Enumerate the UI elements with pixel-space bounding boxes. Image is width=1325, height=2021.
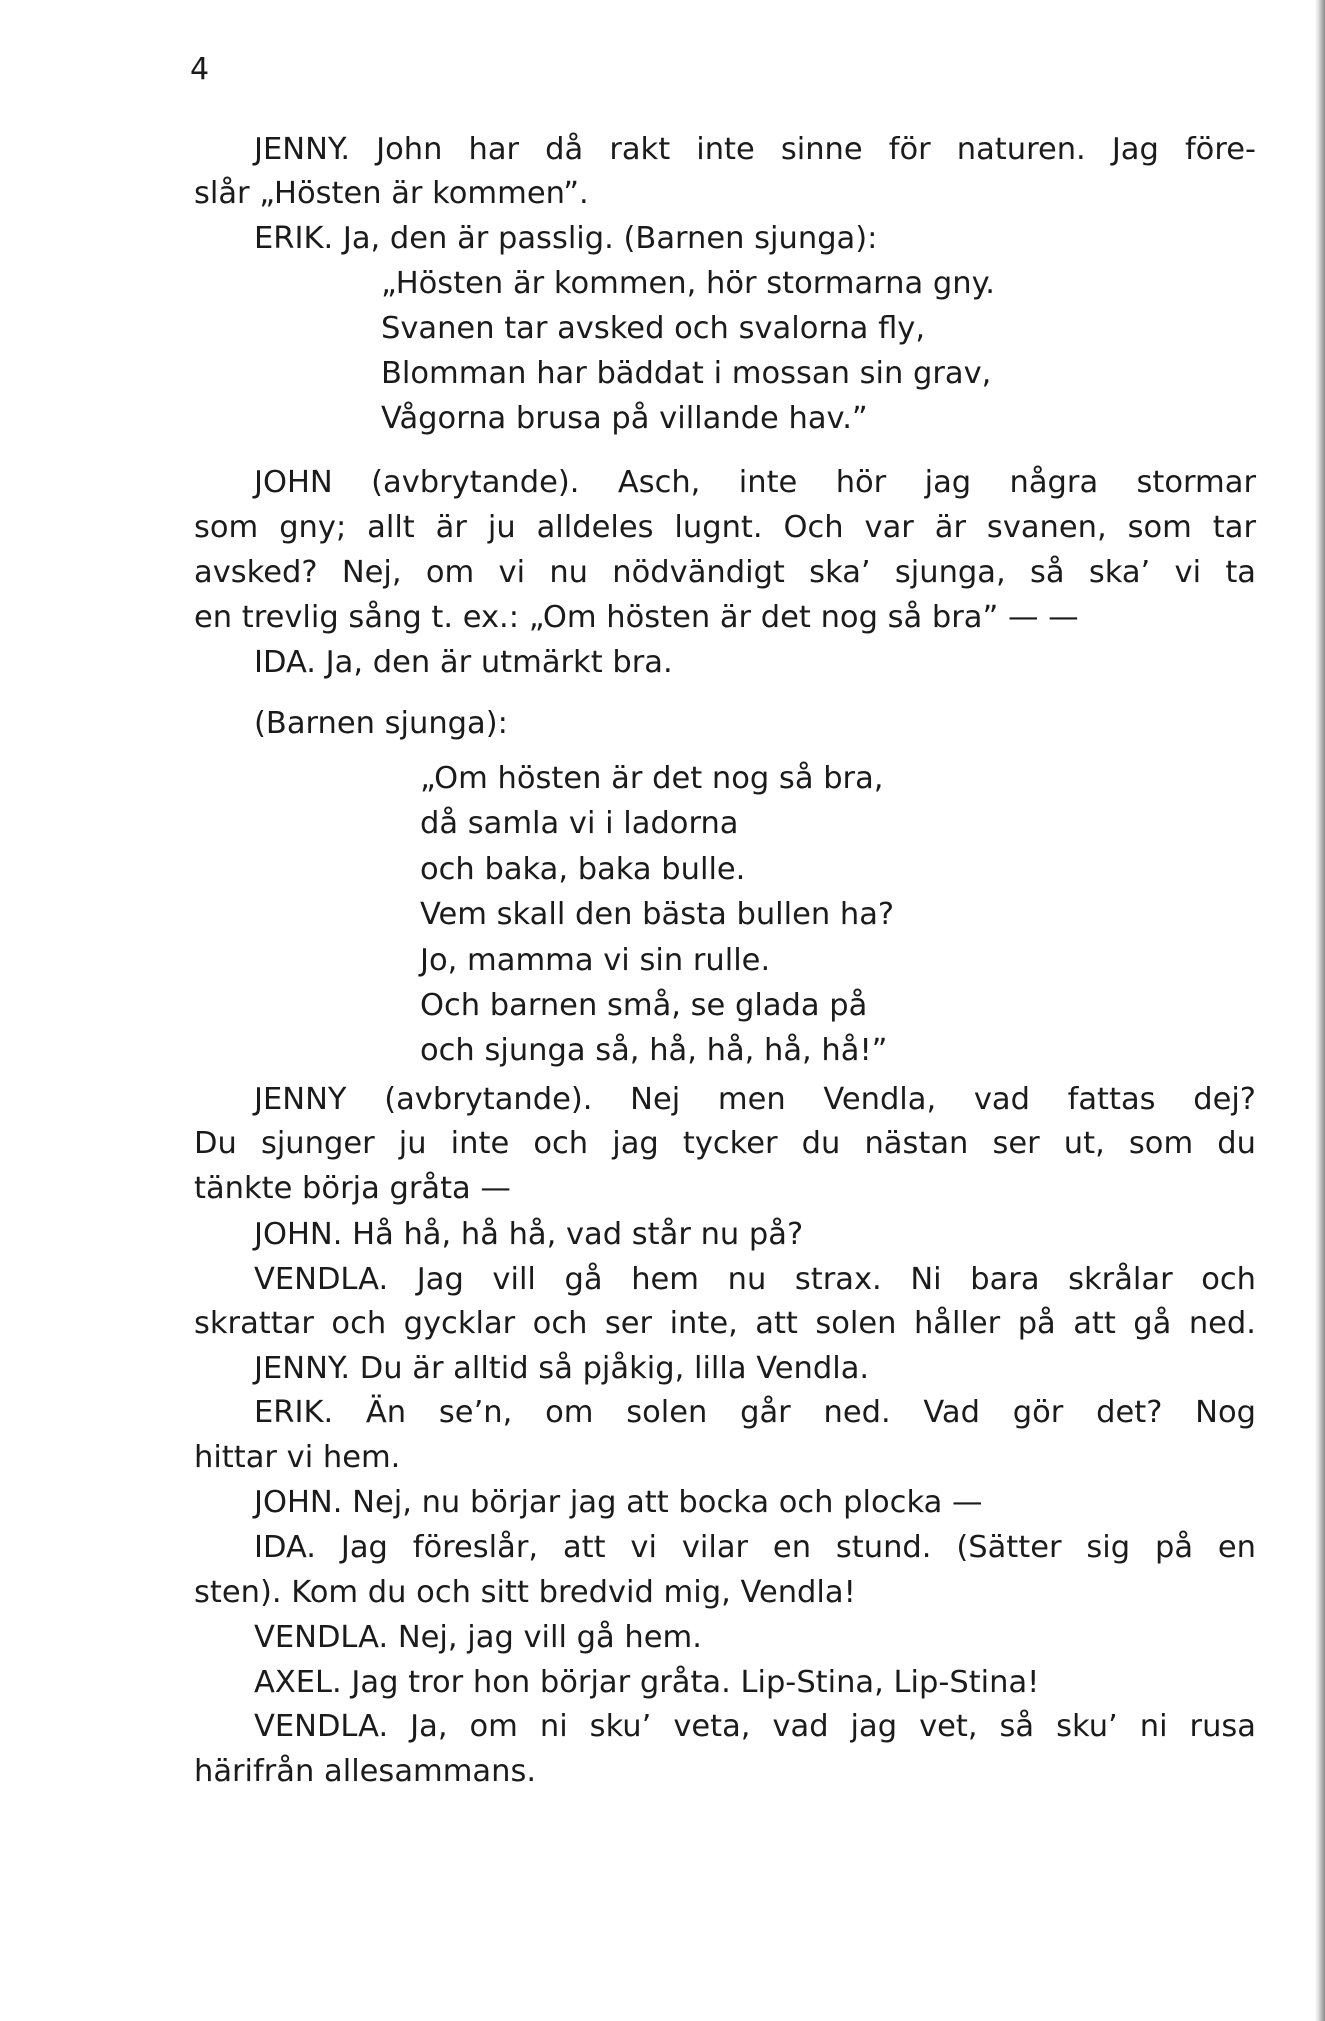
text-line: JENNY (avbrytande). Nej men Vendla, vad fattas dej? <box>254 1082 1256 1117</box>
verse-line: Vem skall den bästa bullen ha? <box>420 897 895 932</box>
text-line: IDA. Ja, den är utmärkt bra. <box>254 645 673 680</box>
stage-direction: (Barnen sjunga): <box>254 706 508 741</box>
verse-line: och sjunga så, hå, hå, hå, hå!” <box>420 1033 888 1068</box>
text-line: skrattar och gycklar och ser inte, att solen håller på att gå ned. <box>194 1306 1256 1341</box>
verse-line: Svanen tar avsked och svalorna fly, <box>381 311 926 346</box>
verse-line: då samla vi i ladorna <box>420 806 739 841</box>
text-line: Du sjunger ju inte och jag tycker du nästan ser ut, som du <box>194 1126 1256 1161</box>
verse-line: „Hösten är kommen, hör stormarna gny. <box>381 266 995 301</box>
verse-line: Vågorna brusa på villande hav.” <box>381 401 868 436</box>
text-line: VENDLA. Ja, om ni sku’ veta, vad jag vet, så sku’ ni rusa <box>254 1709 1256 1744</box>
text-line: avsked? Nej, om vi nu nödvändigt ska’ sjunga, så ska’ vi ta <box>194 555 1256 590</box>
text-line: sten). Kom du och sitt bredvid mig, Vendla! <box>194 1575 856 1610</box>
text-line: VENDLA. Nej, jag vill gå hem. <box>254 1620 702 1655</box>
verse-line: Jo, mamma vi sin rulle. <box>420 943 771 978</box>
text-line: hittar vi hem. <box>194 1440 401 1475</box>
text-line: VENDLA. Jag vill gå hem nu strax. Ni bara skrålar och <box>254 1262 1256 1297</box>
text-line: JOHN (avbrytande). Asch, inte hör jag några stormar <box>254 465 1256 500</box>
text-line: IDA. Jag föreslår, att vi vilar en stund. (Sätter sig på en <box>254 1530 1256 1565</box>
text-line: ERIK. Ja, den är passlig. (Barnen sjunga): <box>254 221 878 256</box>
verse-line: Och barnen små, se glada på <box>420 988 868 1023</box>
text-line: härifrån allesammans. <box>194 1754 537 1789</box>
verse-line: Blomman har bäddat i mossan sin grav, <box>381 356 992 391</box>
text-line: JENNY. Du är alltid så pjåkig, lilla Vendla. <box>254 1351 870 1386</box>
text-line: tänkte börja gråta — <box>194 1171 511 1206</box>
verse-line: „Om hösten är det nog så bra, <box>420 761 884 796</box>
page-number: 4 <box>190 52 210 87</box>
verse-line: och baka, baka bulle. <box>420 852 746 887</box>
text-line: AXEL. Jag tror hon börjar gråta. Lip-Stina, Lip-Stina! <box>254 1665 1040 1700</box>
text-line: JOHN. Nej, nu börjar jag att bocka och plocka — <box>254 1485 983 1520</box>
text-line: en trevlig sång t. ex.: „Om hösten är det nog så bra” — — <box>194 600 1079 635</box>
text-line: JENNY. John har då rakt inte sinne för naturen. Jag före- <box>254 132 1256 167</box>
text-line: ERIK. Än se’n, om solen går ned. Vad gör det? Nog <box>254 1395 1256 1430</box>
text-line: slår „Hösten är kommen”. <box>194 176 589 211</box>
text-line: som gny; allt är ju alldeles lugnt. Och var är svanen, som tar <box>194 510 1256 545</box>
text-line: JOHN. Hå hå, hå hå, vad står nu på? <box>254 1217 804 1252</box>
